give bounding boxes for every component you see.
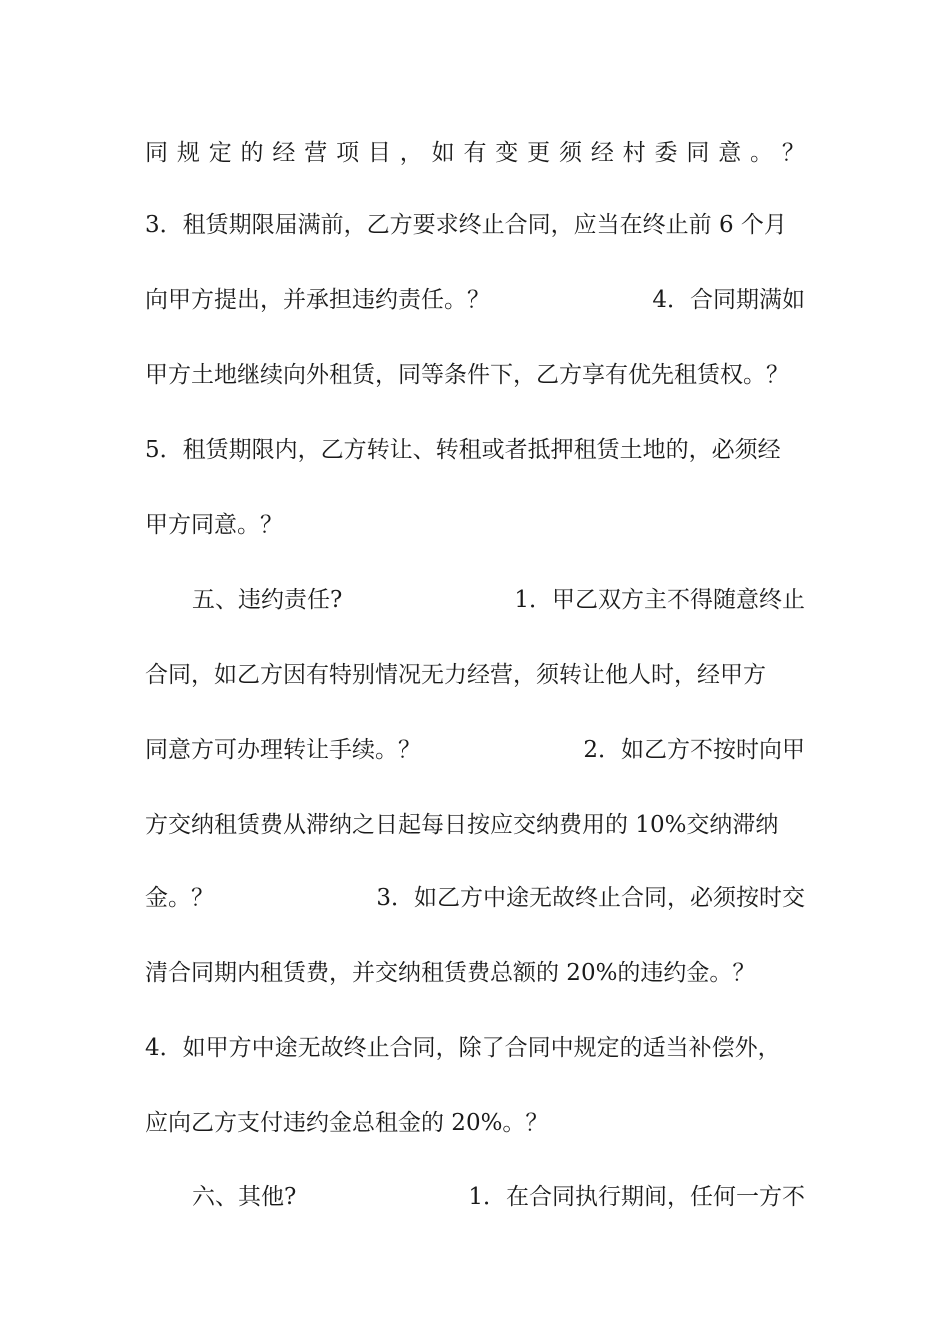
text-line-14: 应向乙方支付违约金总租金的 20%。？ — [145, 1110, 549, 1136]
text-line-15-right: 1．在合同执行期间，任何一方不 — [468, 1184, 805, 1210]
text-line-1-char: 变 — [495, 140, 519, 166]
text-line-1-char: 村 — [622, 140, 646, 166]
text-line-1-char: 经 — [272, 140, 296, 166]
text-line-8: 合同，如乙方因有特别情况无力经营，须转让他人时，经甲方 — [145, 662, 766, 688]
text-line-13: 4．如甲方中途无故终止合同，除了合同中规定的适当补偿外， — [145, 1035, 781, 1061]
text-line-1-char: 更 — [527, 140, 551, 166]
text-line-1-char: 委 — [654, 140, 678, 166]
text-line-9-right: 2．如乙方不按时向甲 — [583, 737, 805, 763]
text-line-1-char: 经 — [590, 140, 614, 166]
text-line-9-left: 同意方可办理转让手续。？ — [145, 737, 421, 763]
section-heading-other: 六、其他? — [192, 1184, 297, 1210]
text-line-1-char: 。 — [750, 140, 774, 166]
text-line-15 — [145, 1177, 805, 1217]
text-line-1-char: 定 — [208, 140, 232, 166]
text-line-9 — [145, 730, 805, 770]
text-line-1-char: 目 — [367, 140, 391, 166]
text-line-1-char: 规 — [176, 140, 200, 166]
text-line-3 — [145, 280, 805, 320]
text-line-1-char: 营 — [304, 140, 328, 166]
text-line-1-char: 同 — [145, 140, 168, 166]
text-line-1-char: ， — [399, 140, 423, 166]
text-line-6: 甲方同意。？ — [145, 512, 283, 538]
text-line-10: 方交纳租赁费从滞纳之日起每日按应交纳费用的 10%交纳滞纳 — [145, 812, 779, 838]
text-line-1-char: 须 — [558, 140, 582, 166]
text-line-1-char: ？ — [781, 140, 805, 166]
section-heading-breach: 五、违约责任? — [192, 587, 343, 613]
text-line-7-right: 1．甲乙双方主不得随意终止 — [514, 587, 805, 613]
text-line-1 — [145, 133, 805, 173]
text-line-2: 3．租赁期限届满前，乙方要求终止合同，应当在终止前 6 个月 — [145, 212, 787, 238]
text-line-3-left: 向甲方提出，并承担违约责任。？ — [145, 287, 490, 313]
text-line-1-char: 意 — [718, 140, 742, 166]
text-line-1-char: 有 — [463, 140, 487, 166]
text-line-7 — [145, 580, 805, 620]
text-line-12: 清合同期内租赁费，并交纳租赁费总额的 20%的违约金。？ — [145, 960, 756, 986]
text-line-3-right: 4．合同期满如 — [652, 287, 805, 313]
text-line-11 — [145, 878, 805, 918]
text-line-1-char: 项 — [336, 140, 360, 166]
text-line-5: 5．租赁期限内，乙方转让、转租或者抵押租赁土地的，必须经 — [145, 437, 781, 463]
text-line-4: 甲方土地继续向外租赁，同等条件下，乙方享有优先租赁权。？ — [145, 362, 789, 388]
text-line-11-left: 金。？ — [145, 885, 214, 911]
text-line-1-char: 如 — [431, 140, 455, 166]
text-line-1-char: 同 — [686, 140, 710, 166]
text-line-11-right: 3．如乙方中途无故终止合同，必须按时交 — [376, 885, 805, 911]
text-line-1-char: 的 — [240, 140, 264, 166]
